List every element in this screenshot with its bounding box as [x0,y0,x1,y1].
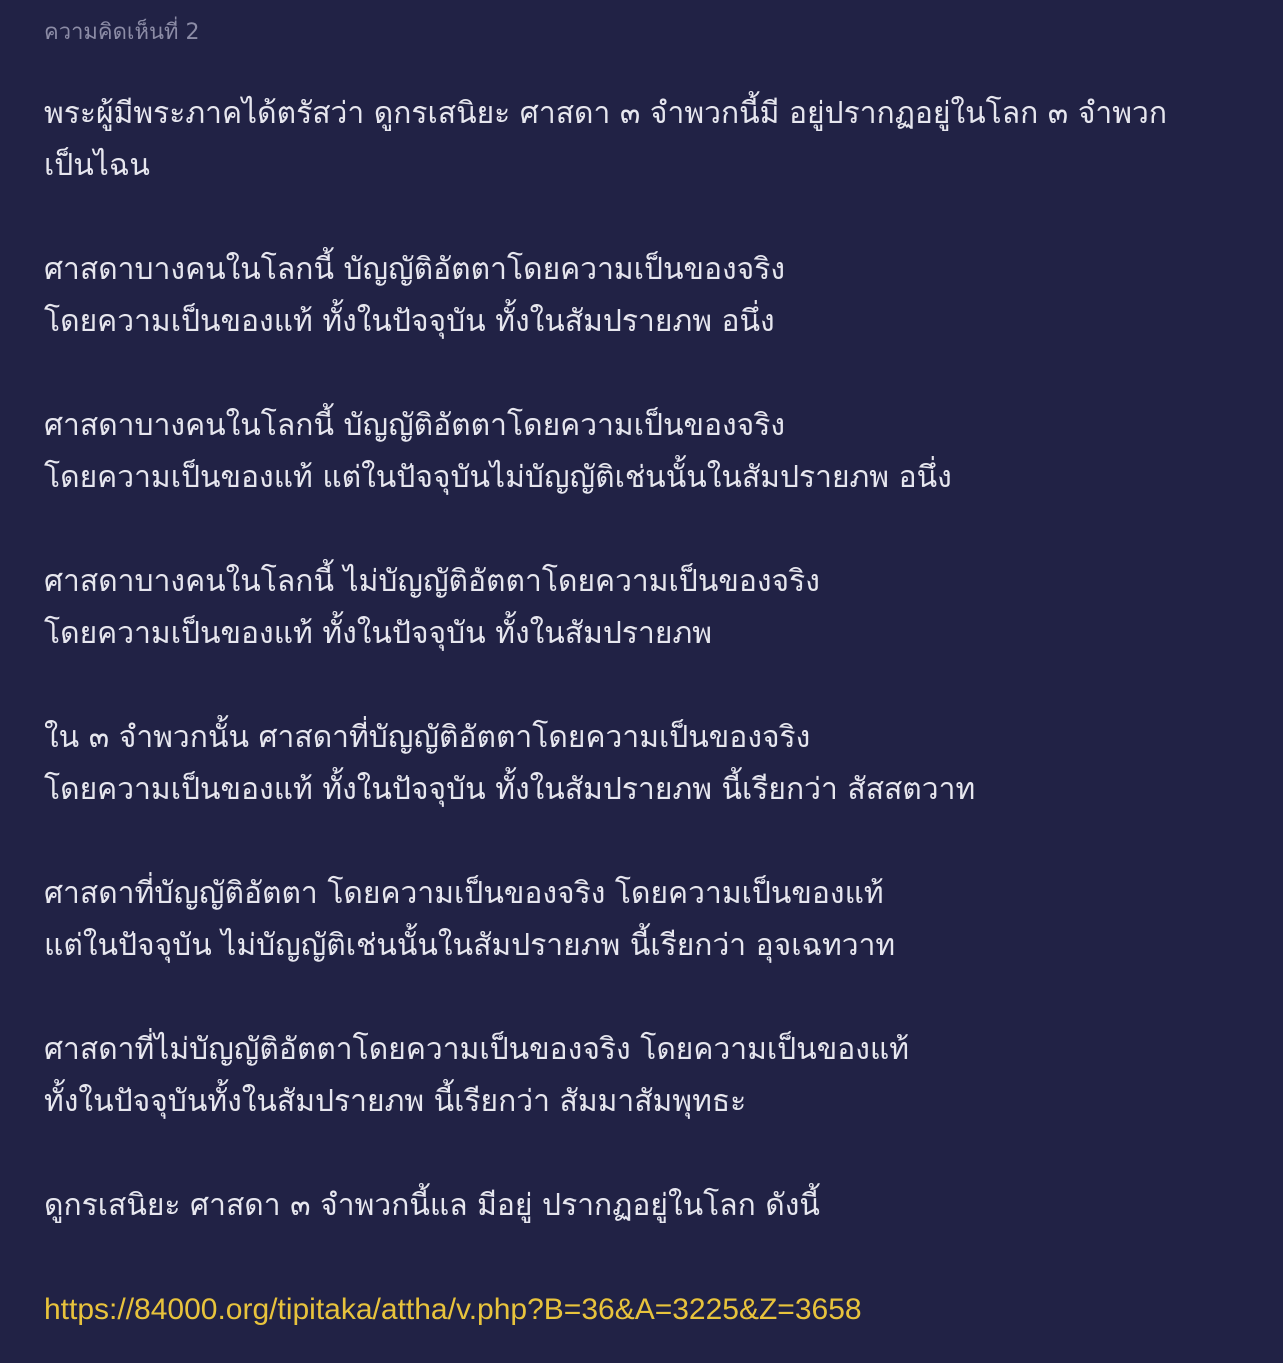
comment-paragraph [44,88,1253,192]
text-line: ทั้งในปัจจุบันทั้งในสัมปรายภพ นี้เรียกว่า สัมมาสัมพุทธะ [44,1084,747,1119]
text-line: เป็นไฉน [44,148,150,183]
text-line: โดยความเป็นของแท้ แต่ในปัจจุบันไม่บัญญัติเช่นนั้นในสัมปรายภพ อนึ่ง [44,460,952,495]
text-line: ศาสดาบางคนในโลกนี้ ไม่บัญญัติอัตตาโดยความเป็นของจริง [44,564,820,599]
comment-paragraph [44,1180,1253,1232]
text-line: ศาสดาที่บัญญัติอัตตา โดยความเป็นของจริง โดยความเป็นของแท้ [44,876,884,911]
comment-paragraph [44,244,1253,348]
text-line: ใน ๓ จำพวกนั้น ศาสดาที่บัญญัติอัตตาโดยความเป็นของจริง [44,720,811,755]
text-line: ศาสดาที่ไม่บัญญัติอัตตาโดยความเป็นของจริง โดยความเป็นของแท้ [44,1032,910,1067]
text-line: โดยความเป็นของแท้ ทั้งในปัจจุบัน ทั้งในสัมปรายภพ อนึ่ง [44,304,775,339]
text-line: โดยความเป็นของแท้ ทั้งในปัจจุบัน ทั้งในสัมปรายภพ [44,616,712,651]
text-line: ดูกรเสนิยะ ศาสดา ๓ จำพวกนี้แล มีอยู่ ปรากฏอยู่ในโลก ดังนี้ [44,1188,820,1223]
text-line: โดยความเป็นของแท้ ทั้งในปัจจุบัน ทั้งในสัมปรายภพ นี้เรียกว่า สัสสตวาท [44,772,976,807]
comment-number-label: ความคิดเห็นที่ 2 [44,20,200,45]
reference-link[interactable]: https://84000.org/tipitaka/attha/v.php?B=36&A=3225&Z=3658 [44,1293,862,1326]
comment-body [44,88,1253,1336]
text-line: ศาสดาบางคนในโลกนี้ บัญญัติอัตตาโดยความเป็นของจริง [44,408,786,443]
comment-paragraph [44,400,1253,504]
text-line: พระผู้มีพระภาคได้ตรัสว่า ดูกรเสนิยะ ศาสดา ๓ จำพวกนี้มี อยู่ปรากฏอยู่ในโลก ๓ จำพวก [44,96,1168,131]
text-line: แต่ในปัจจุบัน ไม่บัญญัติเช่นนั้นในสัมปรายภพ นี้เรียกว่า อุจเฉทวาท [44,928,896,963]
comment-paragraph [44,1024,1253,1128]
text-line: ศาสดาบางคนในโลกนี้ บัญญัติอัตตาโดยความเป็นของจริง [44,252,786,287]
comment-paragraph [44,556,1253,660]
comment-paragraph [44,868,1253,972]
comment-paragraph [44,712,1253,816]
